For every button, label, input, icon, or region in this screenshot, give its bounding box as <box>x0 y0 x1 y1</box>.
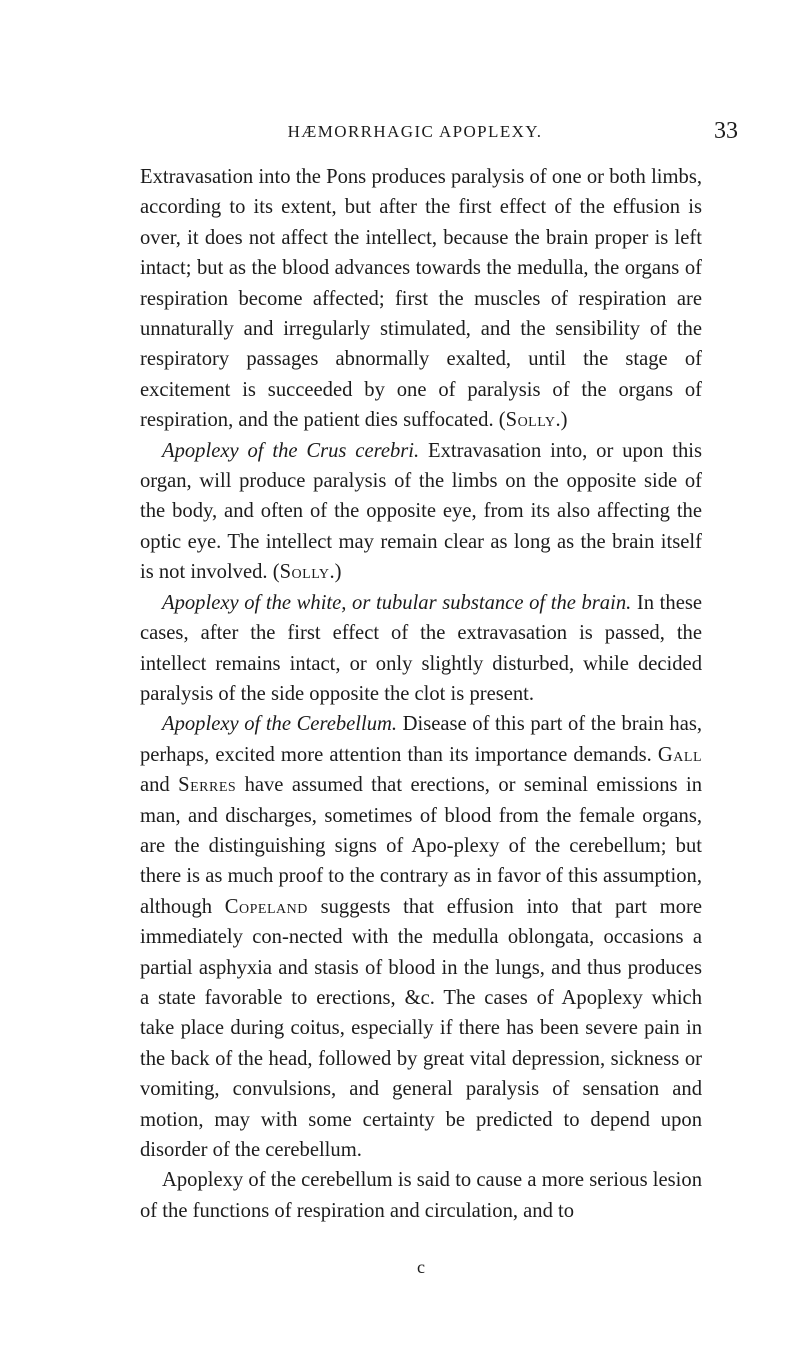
author-name: Serres <box>178 774 237 797</box>
paragraph-text: have assumed that erections, or seminal emissions in man, and discharges, sometimes of blood from the female organs, are the distinguishing signs of Apo-plexy of the cerebellum; but there is as much proof to the contrary as in favor of this assumption, although <box>140 774 702 918</box>
paragraph-tail: .) <box>555 409 568 432</box>
body-text <box>140 162 702 1226</box>
paragraph-cerebellum-lesion <box>140 1165 702 1226</box>
section-heading: Apoplexy of the Crus cerebri. <box>162 439 420 462</box>
running-title: HÆMORRHAGIC APOPLEXY. <box>287 122 543 141</box>
signature-mark: c <box>417 1257 425 1277</box>
author-name: Copeland <box>224 895 308 918</box>
paragraph-text: In these cases, after the first effect of the extravasation is passed, the intellect remains intact, or only slightly disturbed, while decided paralysis of the side opposite the clot is present. <box>140 591 702 705</box>
author-name: Solly <box>505 409 556 432</box>
paragraph-crus-cerebri <box>140 436 702 588</box>
paragraph-text: Apoplexy of the cerebellum is said to cause a more serious lesion of the functions of respiration and circulation, and to <box>140 1169 702 1222</box>
section-heading: Apoplexy of the white, or tubular substance of the brain. <box>162 591 632 614</box>
paragraph-cerebellum <box>140 709 702 1165</box>
paragraph-text: Extravasation into the Pons produces paralysis of one or both limbs, according to its extent, but after the first effect of the effusion is over, it does not affect the intellect, because the brain proper is left intact; but as the blood advances towards the medulla, the organs of respiration become affected; first the muscles of respiration are unnaturally and irregularly stimulated, and the sensibility of the respiratory passages abnormally exalted, until the stage of excitement is succeeded by one of paralysis of the organs of respiration, and the patient dies suffocated. ( <box>140 166 702 432</box>
paragraph-text: Disease of this part of the brain has, perhaps, excited more attention than its importance demands. <box>140 713 702 766</box>
page-number: 33 <box>714 118 738 144</box>
section-heading: Apoplexy of the Cerebellum. <box>162 713 398 736</box>
paragraph-white-substance <box>140 588 702 710</box>
paragraph-text: suggests that effusion into that part more immediately con-nected with the medulla oblongata, occasions a partial asphyxia and stasis of blood in the lungs, and thus produces a state favorable to erections, &c. The cases of Apoplexy which take place during coitus, especially if there has been severe pain in the back of the head, followed by great vital depression, sickness or vomiting, convulsions, and general paralysis of sensation and motion, may with some certainty be predicted to depend upon disorder of the cerebellum. <box>140 895 702 1161</box>
author-name: Solly <box>279 561 330 584</box>
running-head <box>140 118 738 148</box>
paragraph-pons <box>140 162 702 436</box>
paragraph-text: Extravasation into, or upon this organ, will produce paralysis of the limbs on the opposite side of the body, and often of the opposite eye, from its also affecting the optic eye. The intellect may remain clear as long as the brain itself is not involved. ( <box>140 439 702 584</box>
paragraph-text: and <box>140 774 179 797</box>
author-name: Gall <box>657 743 702 766</box>
paragraph-tail: .) <box>329 561 342 584</box>
